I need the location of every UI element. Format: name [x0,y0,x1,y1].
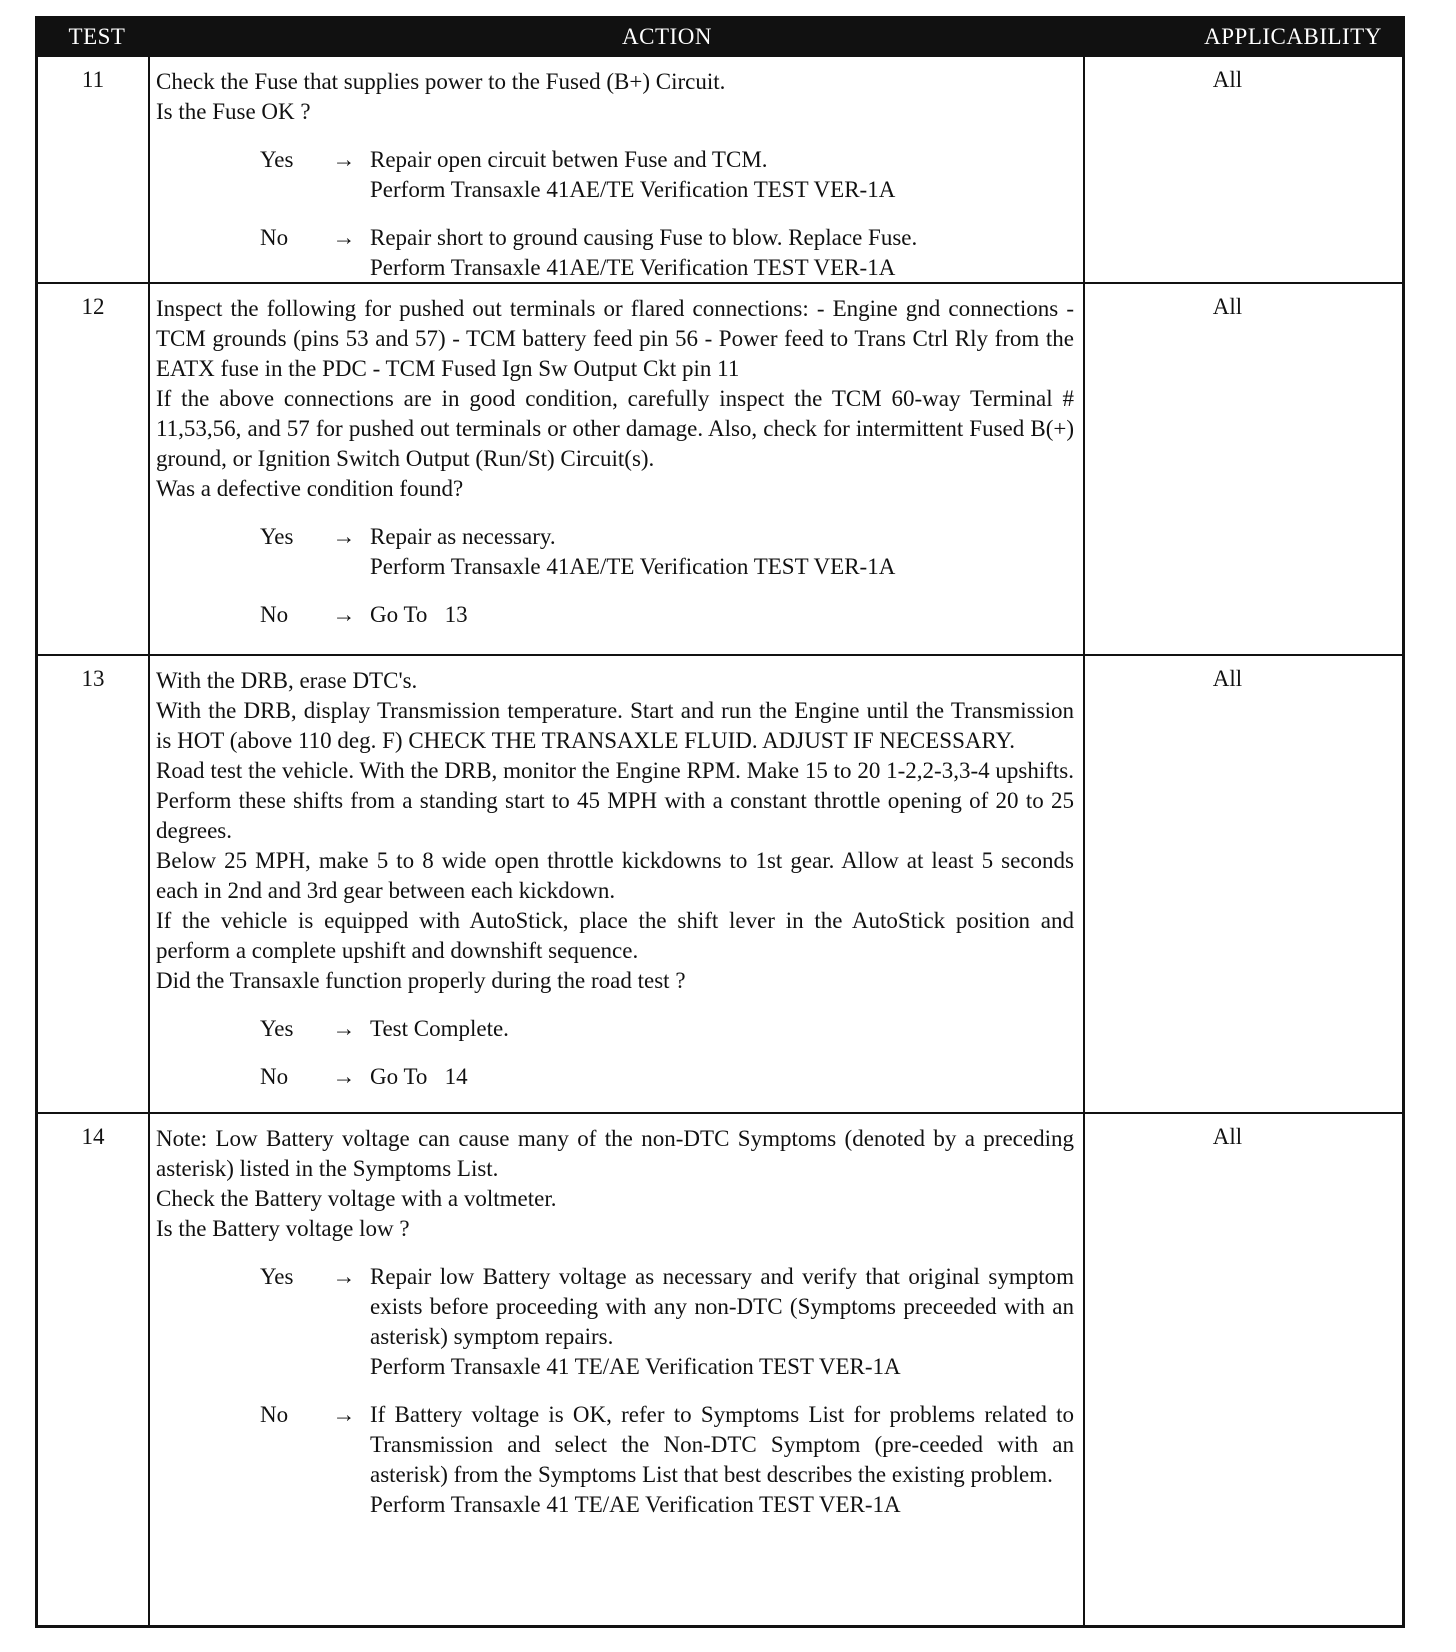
action-text: Check the Battery voltage with a voltmeter. [156,1186,557,1211]
no-text: Go To 13 [370,602,468,627]
action-text: Inspect the following for pushed out terminals or flared connections: - Engine gnd connections - TCM grounds (pins 53 and 57) - TCM battery feed pin 56 - Power feed to Trans Ctrl Rly from the EATX fuse in the PDC - TCM Fused Ign Sw Output Ckt pin 11 [156,296,1074,381]
table-row [38,656,1402,1112]
yes-label: Yes [260,1264,294,1289]
header-action: ACTION [622,24,712,49]
no-text: Perform Transaxle 41 TE/AE Verification TEST VER-1A [370,1492,901,1517]
no-text: If Battery voltage is OK, refer to Symptoms List for problems related to Transmission and select the Non-DTC Symptom (pre-ceeded with an asterisk) from the Symptoms List that best describes the existing problem. [370,1402,1074,1487]
test-number: 11 [81,67,105,92]
action-text: With the DRB, display Transmission temperature. Start and run the Engine until the Transmission is HOT (above 110 deg. F) CHECK THE TRANSAXLE FLUID. ADJUST IF NECESSARY. [156,698,1074,753]
applicability: All [1212,67,1243,92]
arrow-right-icon: → [332,1402,356,1427]
yes-text: Perform Transaxle 41AE/TE Verification TEST VER-1A [370,554,896,579]
no-text: Repair short to ground causing Fuse to blow. Replace Fuse. [370,225,918,250]
yes-label: Yes [260,147,294,172]
yes-text: Repair as necessary. [370,524,556,549]
action-text: Was a defective condition found? [156,476,464,501]
action-text: Is the Battery voltage low ? [156,1216,410,1241]
yes-answer [260,522,1074,582]
applicability: All [1212,294,1243,319]
action-text: Is the Fuse OK ? [156,99,311,124]
test-action [156,666,1074,1092]
no-answer [260,1400,1074,1520]
no-label: No [260,1402,289,1427]
action-text: If the vehicle is equipped with AutoStick, place the shift lever in the AutoStick position and perform a complete upshift and downshift sequence. [156,908,1074,963]
yes-answer [260,1262,1074,1382]
no-text: Go To 14 [370,1064,468,1089]
yes-text: Repair open circuit betwen Fuse and TCM. [370,147,768,172]
no-answer [260,223,1074,283]
no-text: Perform Transaxle 41AE/TE Verification TEST VER-1A [370,255,896,280]
no-answer [260,1062,1074,1092]
header-test: TEST [68,24,126,49]
no-label: No [260,602,289,627]
test-number: 13 [81,666,105,691]
arrow-right-icon: → [332,147,356,172]
yes-text: Perform Transaxle 41 TE/AE Verification TEST VER-1A [370,1354,901,1379]
yes-answer [260,1014,1074,1044]
yes-text: Test Complete. [370,1016,509,1041]
arrow-right-icon: → [332,1064,356,1089]
action-text: Did the Transaxle function properly during the road test ? [156,968,686,993]
arrow-right-icon: → [332,1016,356,1041]
table-row [38,284,1402,654]
yes-answer [260,145,1074,205]
diagnostic-test-table [35,16,1405,1628]
header-applicability: APPLICABILITY [1204,24,1382,49]
arrow-right-icon: → [332,602,356,627]
arrow-right-icon: → [332,225,356,250]
applicability: All [1212,666,1243,691]
test-action [156,294,1074,630]
action-text: Note: Low Battery voltage can cause many of the non-DTC Symptoms (denoted by a preceding asterisk) listed in the Symptoms List. [156,1126,1074,1181]
action-text: Below 25 MPH, make 5 to 8 wide open throttle kickdowns to 1st gear. Allow at least 5 seconds each in 2nd and 3rd gear between each kickdown. [156,848,1074,903]
action-text: With the DRB, erase DTC's. [156,668,418,693]
no-label: No [260,1064,289,1089]
yes-text: Perform Transaxle 41AE/TE Verification TEST VER-1A [370,177,896,202]
test-action [156,1124,1074,1520]
yes-label: Yes [260,524,294,549]
no-answer [260,600,1074,630]
table-header [38,19,1402,57]
test-action [156,67,1074,283]
test-number: 12 [81,294,105,319]
no-label: No [260,225,289,250]
table-row [38,1114,1402,1626]
table-row [38,57,1402,282]
test-number: 14 [81,1124,105,1149]
arrow-right-icon: → [332,524,356,549]
applicability: All [1212,1124,1243,1149]
action-text: If the above connections are in good condition, carefully inspect the TCM 60-way Terminal # 11,53,56, and 57 for pushed out terminals or other damage. Also, check for intermittent Fused B(+) ground, or Ignition Switch Output (Run/St) Circuit(s). [156,386,1074,471]
action-text: Road test the vehicle. With the DRB, monitor the Engine RPM. Make 15 to 20 1-2,2-3,3-4 upshifts. Perform these shifts from a standing start to 45 MPH with a constant throttle opening of 20 to 25 degrees. [156,758,1074,843]
yes-text: Repair low Battery voltage as necessary and verify that original symptom exists before proceeding with any non-DTC (Symptoms preceeded with an asterisk) symptom repairs. [370,1264,1074,1349]
arrow-right-icon: → [332,1264,356,1289]
action-text: Check the Fuse that supplies power to the Fused (B+) Circuit. [156,69,726,94]
yes-label: Yes [260,1016,294,1041]
